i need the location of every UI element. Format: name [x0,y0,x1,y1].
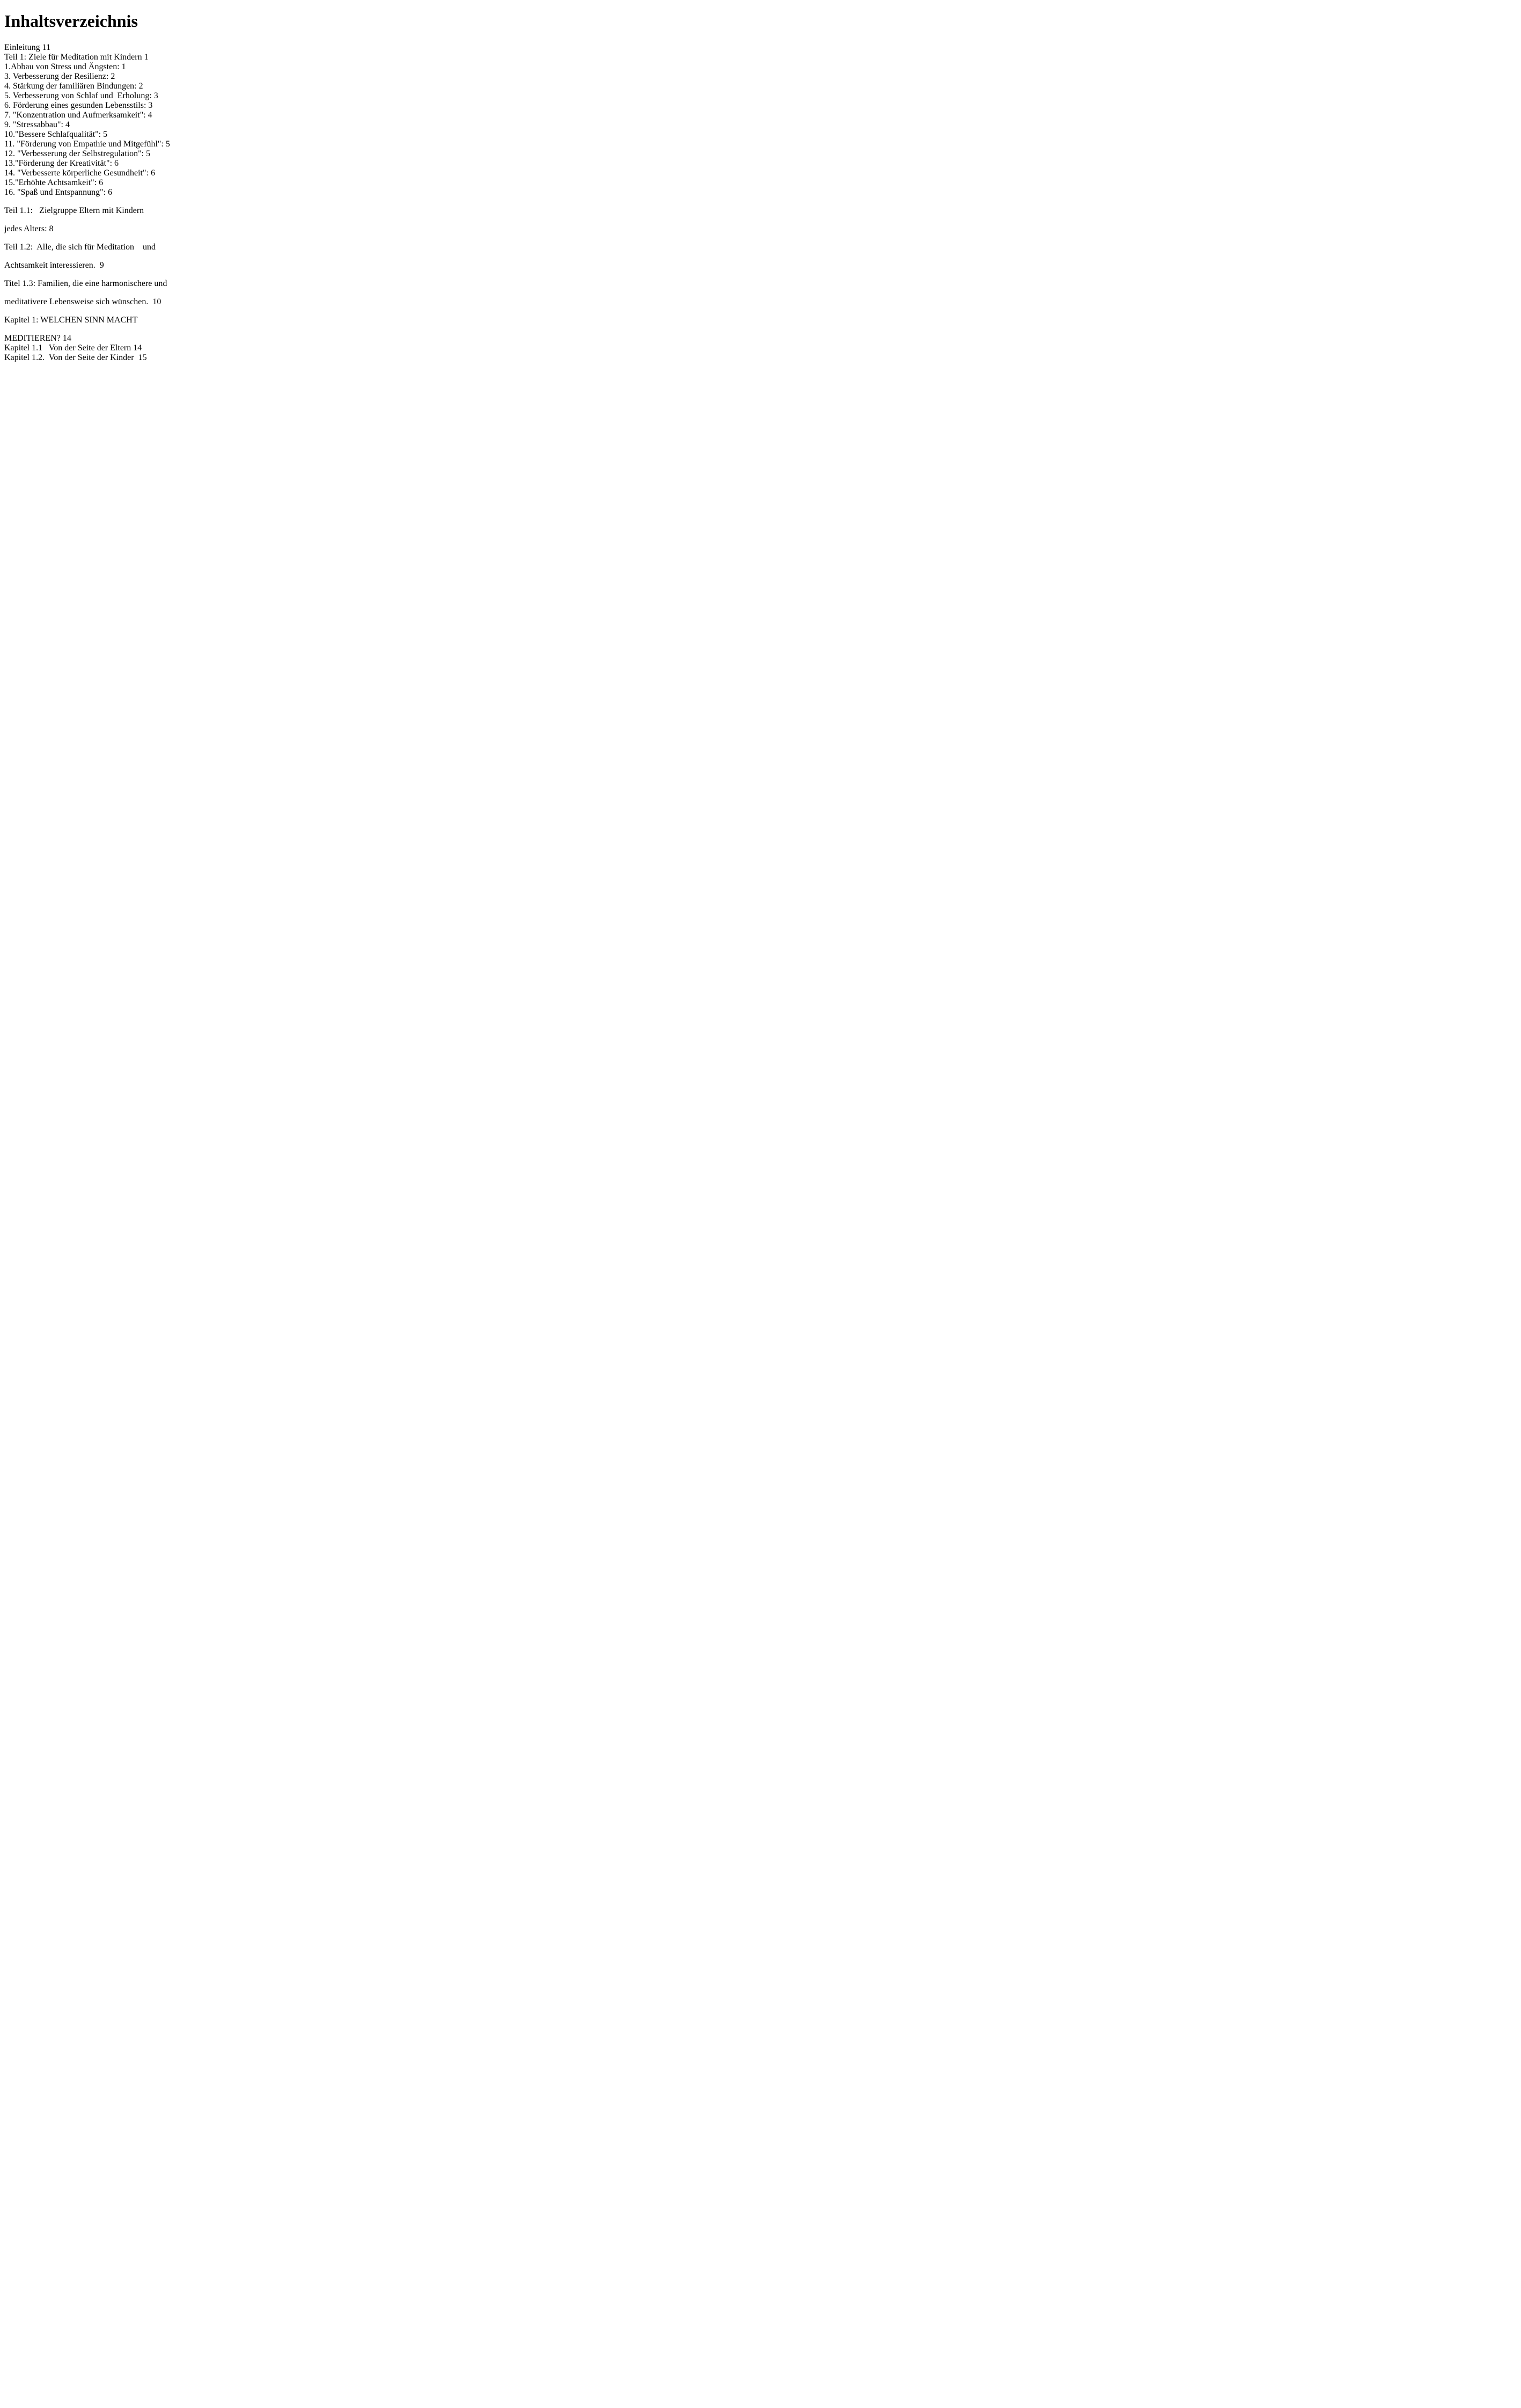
table-of-contents [4,11,1517,362]
toc-entry-label: Kapitel 1.1 Von der Seite der Eltern [4,343,131,353]
toc-subentry[interactable] [4,111,1517,120]
toc-entry-label: 7. "Konzentration und Aufmerksamkeit": [4,110,146,120]
toc-page-number: 2 [138,81,143,91]
toc-page-number: 14 [62,333,71,343]
toc-entry-label: 13."Förderung der Kreativität": [4,158,113,168]
toc-page-number: 10 [152,297,161,306]
toc-subentry[interactable] [4,159,1517,168]
word: und [154,278,167,288]
toc-entry-label: 16. "Spaß und Entspannung": [4,187,106,197]
toc-page-number: 1 [121,62,126,71]
toc-entry-label-line2: jedes Alters: [4,224,47,233]
word: eine [85,278,100,288]
toc-entry-label: 12. "Verbesserung der Selbstregulation": [4,149,144,158]
toc-entry-line2 [4,334,1517,343]
toc-subentry[interactable] [4,91,1517,101]
toc-page-number: 14 [133,343,142,353]
toc-entry-label: 3. Verbesserung der Resilienz: [4,71,109,81]
toc-page-number: 4 [65,120,70,129]
toc-page-number: 5 [165,139,170,149]
toc-entry-line2 [4,261,1517,270]
toc-entry-teil-1[interactable] [4,53,1517,62]
document-page [4,11,1517,362]
toc-entry-label: 9. "Stressabbau": [4,120,63,129]
toc-subentry[interactable] [4,62,1517,72]
toc-page-number: 15 [138,353,147,362]
toc-entry-teil-1-2[interactable] [4,243,1517,270]
toc-entry-label-line1: Kapitel 1: WELCHEN SINN MACHT [4,315,138,325]
toc-page-number: 8 [49,224,54,233]
toc-page-number: 1 [144,52,149,62]
toc-subentry[interactable] [4,130,1517,140]
toc-page-number: 3 [148,100,153,110]
toc-page-number: 4 [148,110,152,120]
toc-entry-label-line2: meditativere Lebensweise sich wünschen. [4,297,151,306]
toc-page-number: 2 [111,71,115,81]
toc-entry-label-line2: MEDITIEREN? [4,333,61,343]
toc-page-number: 5 [103,129,108,139]
toc-entry-label: 1.Abbau von Stress und Ängsten: [4,62,120,71]
toc-title: Inhaltsverzeichnis [4,11,138,31]
toc-page-number: 9 [99,260,104,270]
toc-entry-teil-1-1[interactable] [4,206,1517,234]
toc-entry-label-line1: Teil 1.1: Zielgruppe Eltern mit Kindern [4,205,144,215]
word: Titel [4,278,20,288]
toc-entry-label: Einleitung [4,42,40,52]
toc-page-number: 3 [153,91,158,100]
word: die [72,278,83,288]
toc-entry-label-line1 [4,279,1517,289]
toc-page-number: 6 [99,178,104,187]
toc-subentry[interactable] [4,140,1517,149]
toc-entry-titel-1-3[interactable] [4,279,1517,307]
toc-entry-kapitel-1[interactable] [4,315,1517,343]
toc-page-number: 6 [150,168,155,178]
word: 1.3: [22,278,36,288]
toc-page-number: 5 [146,149,151,158]
toc-entry-label: 6. Förderung eines gesunden Lebensstils: [4,100,146,110]
toc-entry-label: 10."Bessere Schlafqualität": [4,129,101,139]
toc-subentry[interactable] [4,188,1517,197]
toc-subentry[interactable] [4,72,1517,82]
toc-subentry[interactable] [4,178,1517,188]
toc-page-number: 6 [114,158,119,168]
toc-entry-label-line1: Teil 1.2: Alle, die sich für Meditation und [4,242,156,252]
toc-subentry[interactable] [4,101,1517,111]
word: harmonischere [101,278,152,288]
toc-subentry[interactable] [4,168,1517,178]
toc-entry-label: 5. Verbesserung von Schlaf und Erholung: [4,91,152,100]
toc-subentry[interactable] [4,120,1517,130]
toc-entry-label: 14. "Verbesserte körperliche Gesundheit": [4,168,149,178]
toc-entry-label: 11. "Förderung von Empathie und Mitgefühl": [4,139,164,149]
toc-subentry[interactable] [4,353,1517,363]
toc-entry-label-line2: Achtsamkeit interessieren. [4,260,98,270]
toc-subentry[interactable] [4,82,1517,91]
toc-entry-line2 [4,224,1517,234]
toc-entry-label: 4. Stärkung der familiären Bindungen: [4,81,137,91]
word: Familien, [38,278,70,288]
toc-page-number: 11 [42,42,51,52]
toc-entry-label: Teil 1: Ziele für Meditation mit Kindern [4,52,142,62]
toc-subentry[interactable] [4,343,1517,353]
toc-entry-einleitung[interactable] [4,43,1517,53]
toc-subentry[interactable] [4,149,1517,159]
toc-entry-label: 15."Erhöhte Achtsamkeit": [4,178,97,187]
toc-entry-label: Kapitel 1.2. Von der Seite der Kinder [4,353,136,362]
toc-page-number: 6 [108,187,113,197]
toc-entry-line2 [4,297,1517,307]
